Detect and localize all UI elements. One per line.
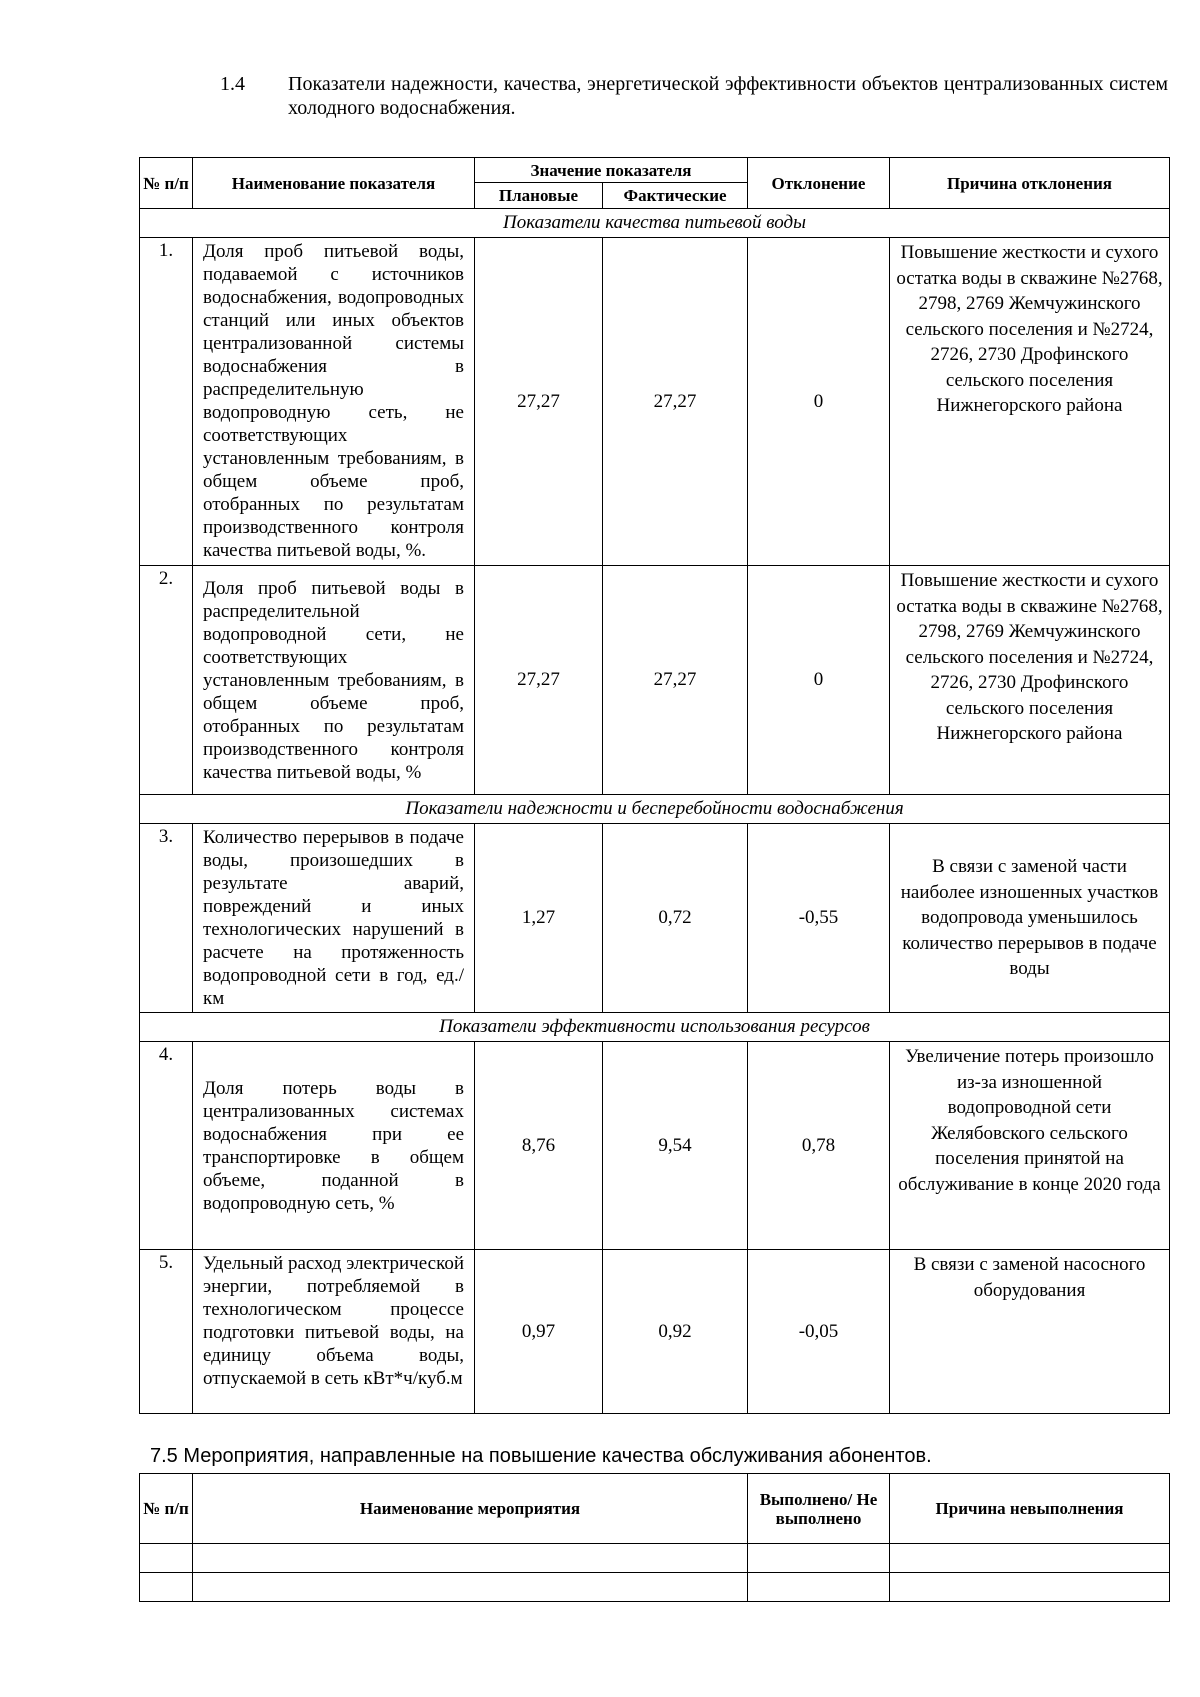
table-row xyxy=(140,1250,1170,1414)
section-title: Показатели эффективности использования ресурсов xyxy=(140,1013,1170,1042)
row-name: Доля проб питьевой воды в распределительной водопроводной сети, не соответствующих установленным требованиям, в общем объеме проб, отобранных по результатам производственного контроля качества питьевой воды, % xyxy=(193,566,475,795)
row-num: 1. xyxy=(140,238,193,566)
row-deviation: -0,05 xyxy=(748,1250,890,1414)
row-planned: 8,76 xyxy=(475,1042,603,1250)
empty-cell xyxy=(140,1573,193,1602)
header-actual: Фактические xyxy=(603,183,748,209)
row-actual: 27,27 xyxy=(603,238,748,566)
header-name: Наименование мероприятия xyxy=(193,1474,748,1544)
header-done: Выполнено/ Не выполнено xyxy=(748,1474,890,1544)
row-actual: 27,27 xyxy=(603,566,748,795)
row-num: 4. xyxy=(140,1042,193,1250)
row-deviation: 0 xyxy=(748,238,890,566)
header-num: № п/п xyxy=(140,158,193,209)
empty-cell xyxy=(193,1544,748,1573)
row-planned: 0,97 xyxy=(475,1250,603,1414)
header-name: Наименование показателя xyxy=(193,158,475,209)
row-reason: Повышение жесткости и сухого остатка воды в скважине №2768, 2798, 2769 Жемчужинского сельского поселения и №2724, 2726, 2730 Дрофинского сельского поселения Нижнегорского района xyxy=(890,566,1170,795)
row-name: Доля проб питьевой воды, подаваемой с источников водоснабжения, водопроводных станций или иных объектов централизованной системы водоснабжения в распределительную водопроводную сеть, не соответствующих установленным требованиям, в общем объеме проб, отобранных по результатам производственного контроля качества питьевой воды, %. xyxy=(193,238,475,566)
section-title: Показатели качества питьевой воды xyxy=(140,209,1170,238)
empty-cell xyxy=(193,1573,748,1602)
empty-cell xyxy=(748,1544,890,1573)
row-reason: В связи с заменой насосного оборудования xyxy=(890,1250,1170,1414)
row-num: 3. xyxy=(140,824,193,1013)
table-row xyxy=(140,566,1170,795)
table-row xyxy=(140,824,1170,1013)
row-planned: 27,27 xyxy=(475,566,603,795)
row-num: 2. xyxy=(140,566,193,795)
row-actual: 9,54 xyxy=(603,1042,748,1250)
header-planned: Плановые xyxy=(475,183,603,209)
section-heading-text: Показатели надежности, качества, энергетической эффективности объектов централизованных систем холодного водоснабжения. xyxy=(288,73,1168,119)
table-row xyxy=(140,1573,1170,1602)
section2-title: 7.5 Мероприятия, направленные на повышение качества обслуживания абонентов. xyxy=(150,1445,932,1467)
row-name: Доля потерь воды в централизованных системах водоснабжения при ее транспортировке в общем объеме, поданной в водопроводную сеть, % xyxy=(193,1042,475,1250)
row-deviation: 0,78 xyxy=(748,1042,890,1250)
row-deviation: -0,55 xyxy=(748,824,890,1013)
table-row xyxy=(140,1544,1170,1573)
empty-cell xyxy=(890,1573,1170,1602)
row-actual: 0,92 xyxy=(603,1250,748,1414)
row-actual: 0,72 xyxy=(603,824,748,1013)
empty-cell xyxy=(890,1544,1170,1573)
section-title: Показатели надежности и бесперебойности водоснабжения xyxy=(140,795,1170,824)
header-value-group: Значение показателя xyxy=(475,158,748,183)
row-reason: В связи с заменой части наиболее изношенных участков водопровода уменьшилось количество перерывов в подаче воды xyxy=(890,824,1170,1013)
header-num: № п/п xyxy=(140,1474,193,1544)
header-reason: Причина отклонения xyxy=(890,158,1170,209)
empty-cell xyxy=(140,1544,193,1573)
row-deviation: 0 xyxy=(748,566,890,795)
header-reason: Причина невыполнения xyxy=(890,1474,1170,1544)
section-number: 1.4 xyxy=(220,73,245,95)
row-name: Удельный расход электрической энергии, потребляемой в технологическом процессе подготовки питьевой воды, на единицу объема воды, отпускаемой в сеть кВт*ч/куб.м xyxy=(193,1250,475,1414)
table-row xyxy=(140,1042,1170,1250)
row-num: 5. xyxy=(140,1250,193,1414)
row-planned: 27,27 xyxy=(475,238,603,566)
empty-cell xyxy=(748,1573,890,1602)
row-reason: Увеличение потерь произошло из-за изношенной водопроводной сети Желябовского сельского поселения принятой на обслуживание в конце 2020 года xyxy=(890,1042,1170,1250)
row-name: Количество перерывов в подаче воды, произошедших в результате аварий, повреждений и иных технологических нарушений в расчете на протяженность водопроводной сети в год, ед./км xyxy=(193,824,475,1013)
header-deviation: Отклонение xyxy=(748,158,890,209)
table-row xyxy=(140,238,1170,566)
indicators-table xyxy=(139,157,1170,1414)
row-reason: Повышение жесткости и сухого остатка воды в скважине №2768, 2798, 2769 Жемчужинского сельского поселения и №2724, 2726, 2730 Дрофинского сельского поселения Нижнегорского района xyxy=(890,238,1170,566)
row-planned: 1,27 xyxy=(475,824,603,1013)
measures-table xyxy=(139,1473,1170,1602)
